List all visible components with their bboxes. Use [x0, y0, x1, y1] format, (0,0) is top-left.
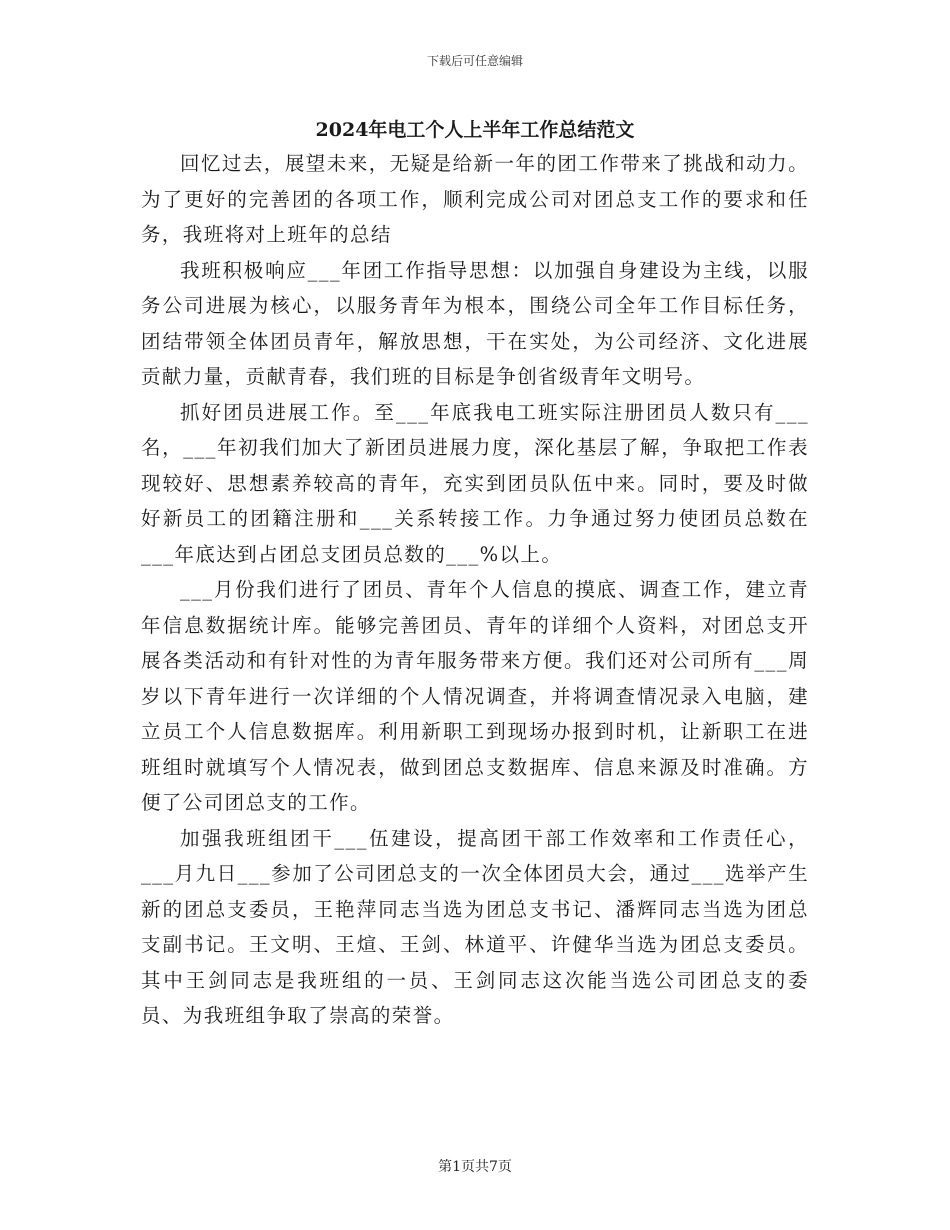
- page-header-note: 下载后可任意编辑: [426, 54, 523, 68]
- paragraph-information-survey: ___月份我们进行了团员、青年个人信息的摸底、调查工作，建立青年信息数据统计库。能够完善团员、青年的详细个人资料，对团总支开展各类活动和有针对性的为青年服务带来方便。我们还对公司所有___周岁以下青年进行一次详细的个人情况调查，并将调查情况录入电脑，建立员工个人信息数据库。利用新职工到现场办报到时机，让新职工在进班组时就填写个人情况表，做到团总支数据库、信息来源及时准确。方便了公司团总支的工作。: [141, 578, 809, 814]
- paragraph-member-development: 抓好团员进展工作。至___年底我电工班实际注册团员人数只有___名，___年初我们加大了新团员进展力度，深化基层了解，争取把工作表现较好、思想素养较高的青年，充实到团员队伍中来。同时，要及时做好新员工的团籍注册和___关系转接工作。力争通过努力使团员总数在___年底达到占团总支团员总数的___%以上。: [141, 400, 809, 566]
- page-number-footer: 第1页共7页: [438, 1159, 512, 1175]
- paragraph-cadre-building: 加强我班组团干___伍建设，提高团干部工作效率和工作责任心，___月九日___参加了公司团总支的一次全体团员大会，通过___选举产生新的团总支委员，王艳萍同志当选为团总支书记、潘辉同志当选为团总支副书记。王文明、王煊、王剑、林道平、许健华当选为团总支委员。其中王剑同志是我班组的一员、王剑同志这次能当选公司团总支的委员、为我班组争取了崇高的荣誉。: [141, 826, 809, 1027]
- document-title: 2024年电工个人上半年工作总结范文: [315, 119, 635, 141]
- paragraph-guiding-thought: 我班积极响应___年团工作指导思想：以加强自身建设为主线，以服务公司进展为核心，以服务青年为根本，围绕公司全年工作目标任务，团结带领全体团员青年，解放思想，干在实处，为公司经济、文化进展贡献力量，贡献青春，我们班的目标是争创省级青年文明号。: [141, 258, 809, 388]
- document-body: [141, 146, 809, 1034]
- paragraph-intro: 回忆过去，展望未来，无疑是给新一年的团工作带来了挑战和动力。为了更好的完善团的各项工作，顺利完成公司对团总支工作的要求和任务，我班将对上班年的总结: [141, 152, 809, 246]
